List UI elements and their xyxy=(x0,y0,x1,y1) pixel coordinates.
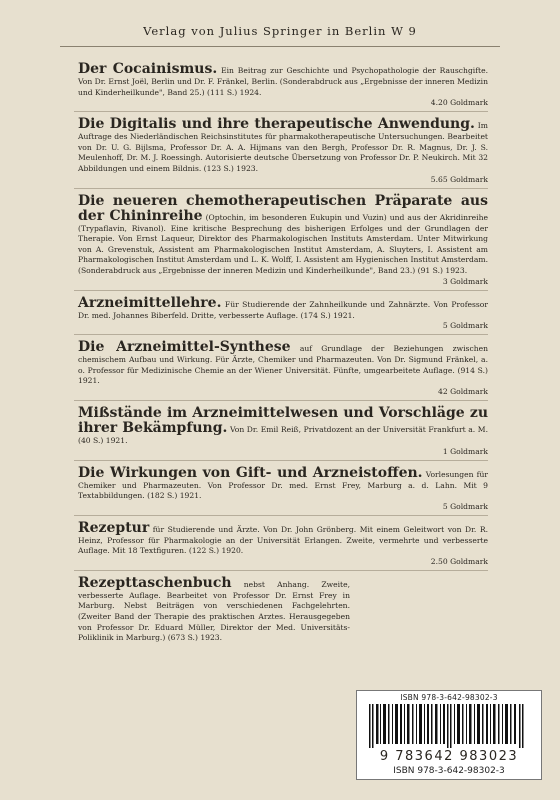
book-description: nebst Anhang. Zweite, verbesserte Auflage. Bearbeitet von Professor Dr. Ernst Frey in Marburg. Nebst Beiträgen von verschiedenen Fachgelehrten. (Zweiter Band der Therapie des praktischen Arztes. Herausgegeben von Professor Dr. Eduard Müller, Direktor der Med. Universitäts-Poliklinik in Marburg.) (673 S.) 1923. xyxy=(78,579,350,643)
entry-divider xyxy=(74,570,488,571)
book-description: Ein Beitrag zur Geschichte und Psychopathologie der Rauschgifte. Von Dr. Ernst Joël, Berlin und Dr. F. Fränkel, Berlin. (Sonderabdruck aus „Ergebnisse der inneren Medizin und Kinderheilkunde", Band 25.) (111 S.) 1924. xyxy=(78,66,488,97)
book-title: Die Wirkungen von Gift- und Arzneistoffen. xyxy=(78,464,423,481)
entry-divider xyxy=(74,334,488,335)
entry-divider xyxy=(74,400,488,401)
isbn-bottom-text: ISBN 978-3-642-98302-3 xyxy=(393,766,505,776)
book-description: Vorlesungen für Chemiker und Pharmazeuten. Von Professor Dr. med. Ernst Frey, Marburg a. d. Lahn. Mit 9 Textabbildungen. (182 S.) 1921. xyxy=(78,469,488,501)
book-title: Der Cocainismus. xyxy=(78,61,218,77)
book-title: Die neueren chemotherapeutischen Präparate aus der Chininreihe xyxy=(78,192,488,224)
book-title: Mißstände im Arzneimittelwesen und Vorschläge zu ihrer Bekämpfung. xyxy=(78,404,488,436)
book-price: 4.20 Goldmark xyxy=(430,98,488,108)
book-title: Rezeptur xyxy=(78,519,150,536)
book-entry xyxy=(74,117,488,188)
book-entry xyxy=(74,194,488,291)
book-price: 5 Goldmark xyxy=(442,501,488,511)
book-entry xyxy=(74,466,488,516)
book-price: 2.50 Goldmark xyxy=(430,556,488,566)
book-description: Von Dr. Emil Reiß, Privatdozent an der Universität Frankfurt a. M. (40 S.) 1921. xyxy=(78,424,488,445)
book-price: 3 Goldmark xyxy=(442,276,488,286)
book-entry xyxy=(74,521,488,571)
isbn-barcode-label xyxy=(356,690,542,780)
book-entry xyxy=(74,576,350,644)
book-title: Arzneimittellehre. xyxy=(78,294,222,311)
entry-divider xyxy=(74,111,488,112)
book-title: Die Arzneimittel-Synthese xyxy=(78,339,291,356)
publisher-header: Verlag von Julius Springer in Berlin W 9 xyxy=(143,24,417,38)
entry-divider xyxy=(74,290,488,291)
book-description: Für Studierende der Zahnheilkunde und Zahnärzte. Von Professor Dr. med. Johannes Biberfeld. Dritte, verbesserte Auflage. (174 S.) 1921. xyxy=(78,299,488,320)
book-title: Rezepttaschenbuch xyxy=(78,574,232,591)
barcode-number: 9 783642 983023 xyxy=(379,749,519,764)
header-rule xyxy=(60,46,500,47)
entry-divider xyxy=(74,188,488,189)
book-price: 1 Goldmark xyxy=(442,446,488,456)
book-entry xyxy=(74,340,488,401)
book-title: Die Digitalis und ihre therapeutische Anwendung. xyxy=(78,116,475,133)
book-entry xyxy=(74,296,488,336)
entry-divider xyxy=(74,460,488,461)
book-price: 5.65 Goldmark xyxy=(430,174,488,184)
book-description: auf Grundlage der Beziehungen zwischen chemischem Aufbau und Wirkung. Für Ärzte, Chemiker und Pharmazeuten. Von Dr. Sigmund Fränkel, a. o. Professor für Medizinische Chemie an der Wiener Universität. Fünfte, umgearbeitete Auflage. (914 S.) 1921. xyxy=(78,344,488,386)
isbn-top-text: ISBN 978-3-642-98302-3 xyxy=(400,693,498,702)
entry-divider xyxy=(74,515,488,516)
barcode-icon xyxy=(369,704,529,748)
book-description: für Studierende und Ärzte. Von Dr. John Grönberg. Mit einem Geleitwort von Dr. R. Heinz, Professor für Pharmakologie an der Universität Erlangen. Zweite, vermehrte und verbesserte Auflage. Mit 18 Textfiguren. (122 S.) 1920. xyxy=(78,524,488,556)
book-price: 42 Goldmark xyxy=(438,386,488,396)
book-description: Im Auftrage des Niederländischen Reichsinstitutes für pharmakotherapeutische Untersuchungen. Bearbeitet von Dr. U. G. Bijlsma, Professor Dr. A. A. Hijmans van den Bergh, Professor Dr. R. Magnus, Dr. J. S. Meulenhoff, Dr. M. J. Roessingh. Autorisierte deutsche Übersetzung von Professor Dr. P. Neukirch. Mit 32 Abbildungen und einem Bildnis. (123 S.) 1923. xyxy=(78,121,488,173)
book-entry xyxy=(74,62,488,112)
book-list xyxy=(74,62,488,648)
book-description: (Optochin, im besonderen Eukupin und Vuzin) und aus der Akridinreihe (Trypaflavin, Rivanol). Eine kritische Besprechung des bisherigen Erfolges und der Grundlagen der Therapie. Von Ernst Laqueur, Direktor des Pharmakologischen Instituts Amsterdam. Unter Mitwirkung von A. Grevenstuk, Assistent am Pharmakologischen Institut Amsterdam, A. Sluyters, I. Assistent am Pharmakologischen Institut Amsterdam und L. K. Wolff, I. Assistent am Hygienischen Institut Amsterdam. (Sonderabdruck aus „Ergebnisse der inneren Medizin und Kinderheilkunde", Band 23.) (91 S.) 1923. xyxy=(78,212,488,275)
book-entry xyxy=(74,406,488,461)
book-price: 5 Goldmark xyxy=(442,321,488,331)
